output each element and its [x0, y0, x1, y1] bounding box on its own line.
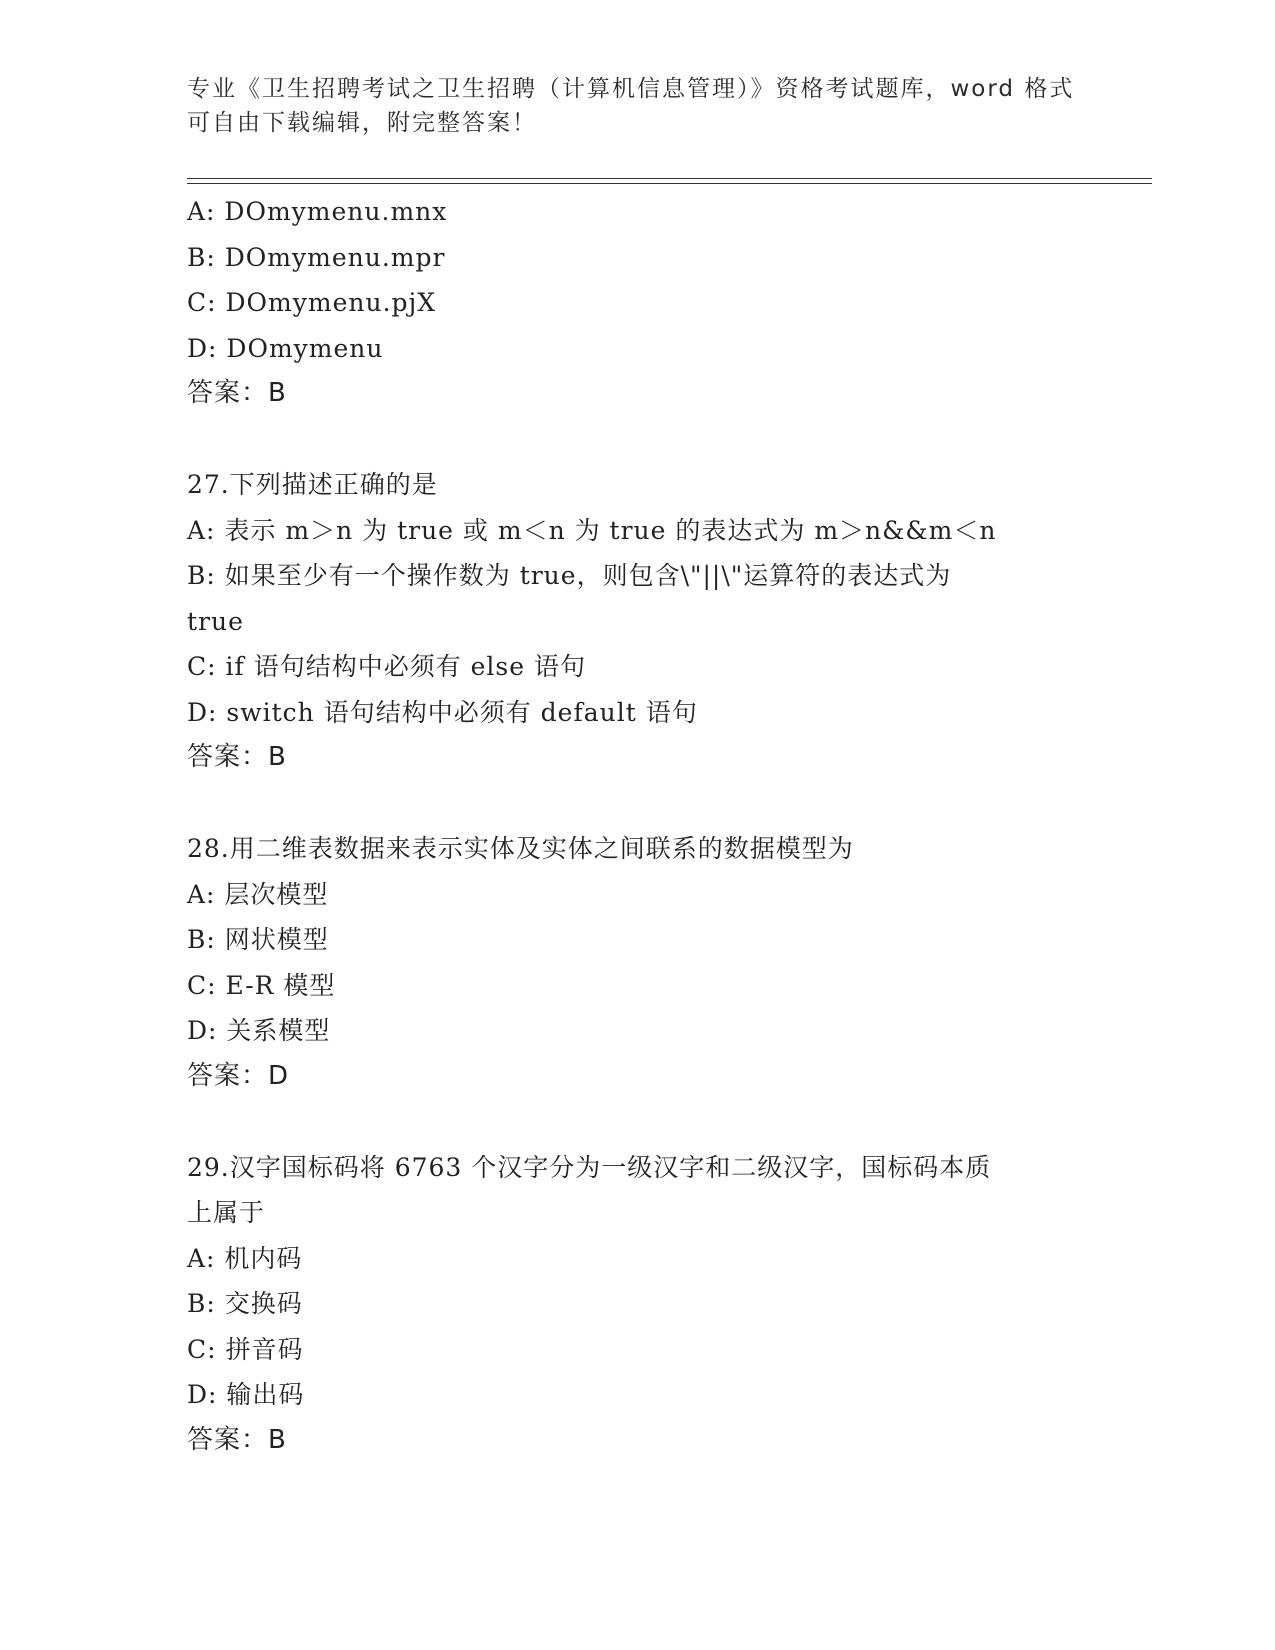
- option-a: A: 层次模型: [187, 879, 329, 909]
- option-d: D: switch 语句结构中必须有 default 语句: [187, 697, 698, 727]
- spacer: [187, 1099, 1067, 1145]
- option-b: B: 交换码: [187, 1289, 303, 1318]
- option-d: D: 输出码: [187, 1380, 305, 1409]
- option-b: B: DOmymenu.mpr: [187, 242, 446, 272]
- option-c: C: DOmymenu.pjX: [187, 288, 437, 317]
- header-line-2: 可自由下载编辑，附完整答案！: [187, 110, 537, 136]
- option-c: C: if 语句结构中必须有 else 语句: [187, 652, 587, 681]
- document-header: [187, 72, 1075, 140]
- header-divider-bottom: [187, 183, 1152, 184]
- question-stem: 29.汉字国标码将 6763 个汉字分为一级汉字和二级汉字，国标码本质: [187, 1152, 992, 1182]
- question-stem: 28.用二维表数据来表示实体及实体之间联系的数据模型为: [187, 834, 854, 863]
- option-a: A: DOmymenu.mnx: [187, 197, 448, 226]
- option-c: C: E-R 模型: [187, 970, 336, 1000]
- answer: 答案：B: [187, 1424, 287, 1455]
- question-29-block: [187, 1145, 1067, 1464]
- option-a: A: 机内码: [187, 1243, 303, 1273]
- question-list: [187, 189, 1067, 1463]
- spacer: [187, 781, 1067, 827]
- question-stem-continued: 上属于: [187, 1198, 266, 1227]
- header-line-1: 专业《卫生招聘考试之卫生招聘（计算机信息管理）》资格考试题库，word 格式: [187, 76, 1075, 102]
- question-28-block: [187, 826, 1067, 1099]
- option-b-continued: true: [187, 606, 244, 636]
- question-27-block: [187, 462, 1067, 781]
- option-b: B: 网状模型: [187, 925, 329, 954]
- answer: 答案：B: [187, 742, 287, 772]
- answer: 答案：D: [187, 1060, 290, 1091]
- question-26-block: [187, 189, 1067, 417]
- option-d: D: 关系模型: [187, 1016, 331, 1045]
- header-divider-top: [187, 178, 1152, 179]
- option-a: A: 表示 m＞n 为 true 或 m＜n 为 true 的表达式为 m＞n&&m＜n: [187, 515, 997, 545]
- question-stem: 27.下列描述正确的是: [187, 470, 438, 499]
- option-c: C: 拼音码: [187, 1334, 304, 1364]
- answer: 答案：B: [187, 378, 287, 408]
- spacer: [187, 417, 1067, 463]
- option-d: D: DOmymenu: [187, 333, 384, 363]
- option-b: B: 如果至少有一个操作数为 true，则包含\"||\"运算符的表达式为: [187, 561, 952, 590]
